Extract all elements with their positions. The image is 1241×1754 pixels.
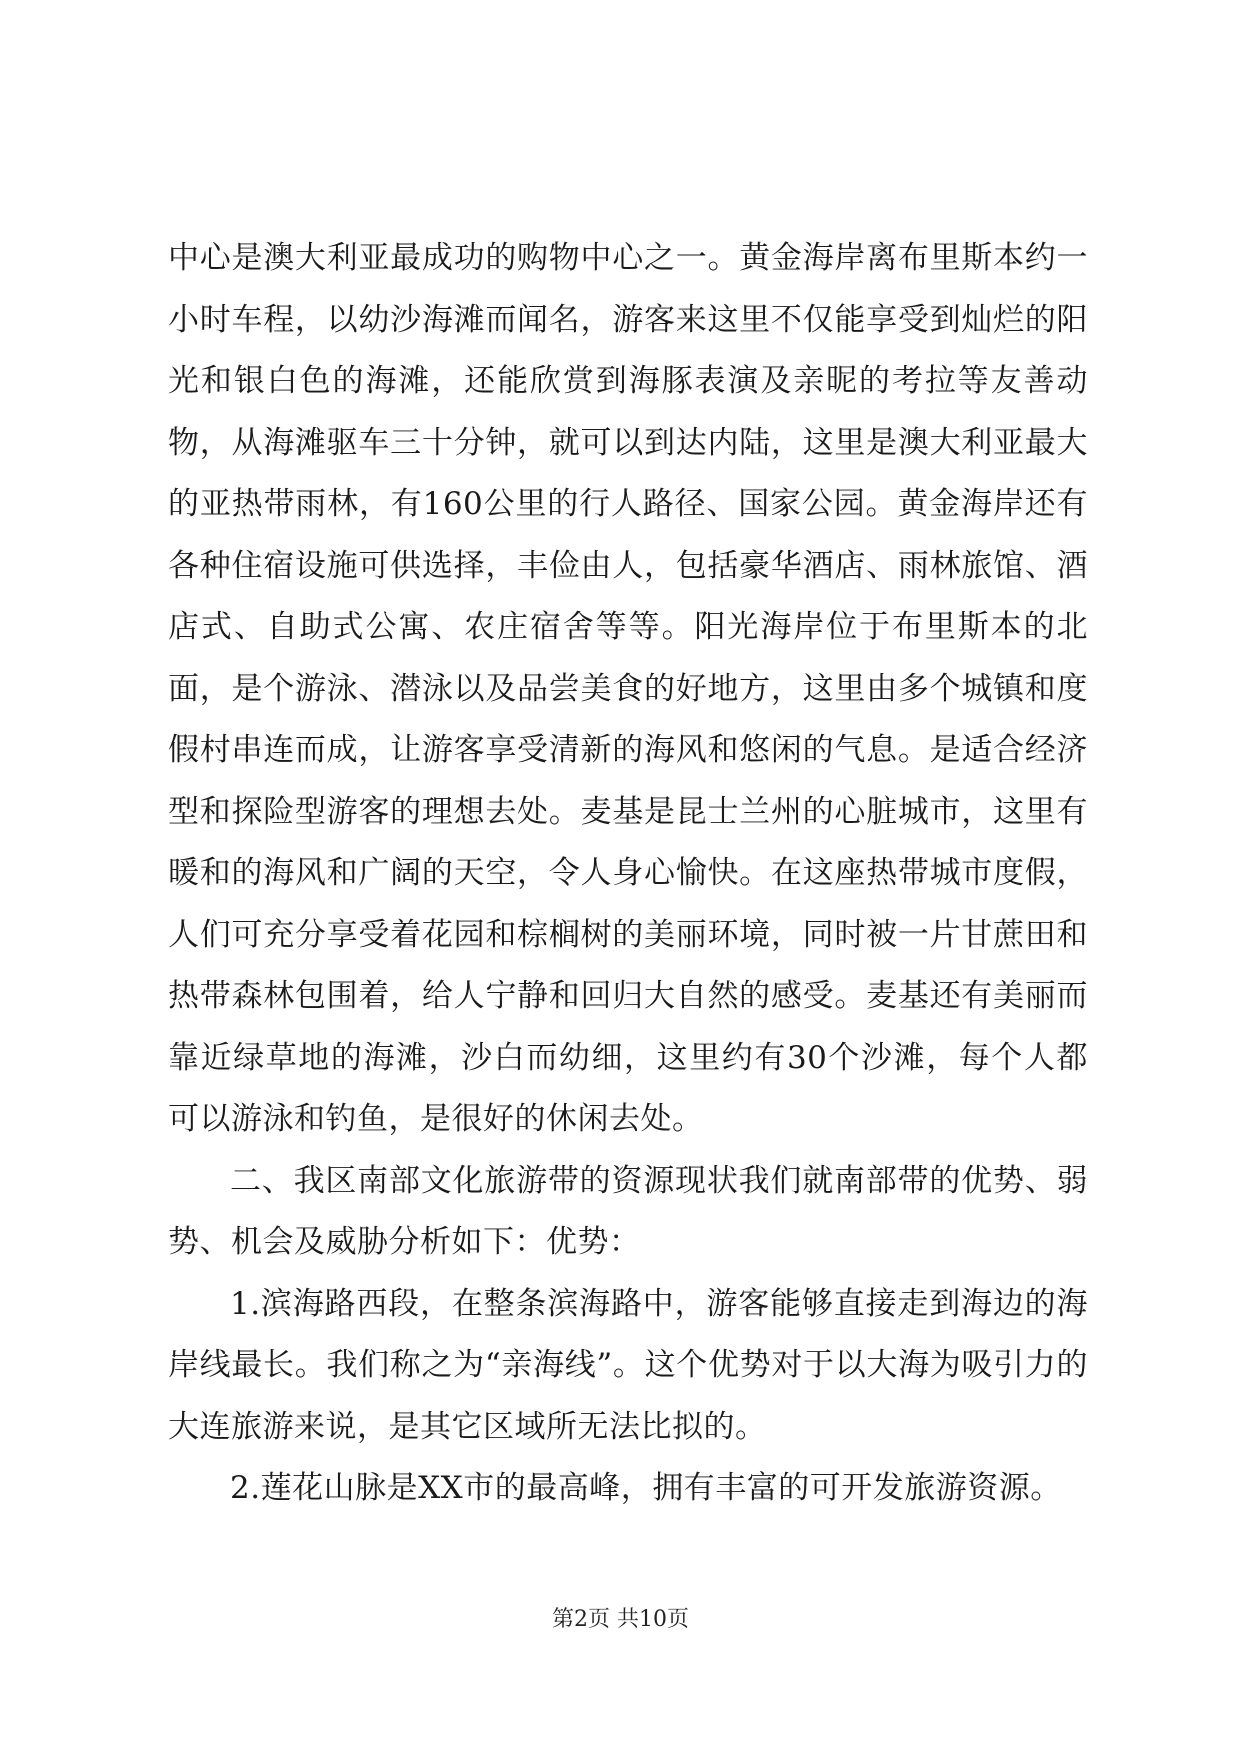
- paragraph-tourism-australia: 中心是澳大利亚最成功的购物中心之一。黄金海岸离布里斯本约一小时车程，以幼沙海滩而闻名，游客来这里不仅能享受到灿烂的阳光和银白色的海滩，还能欣赏到海豚表演及亲昵的考拉等友善动物，从海滩驱车三十分钟，就可以到达内陆，这里是澳大利亚最大的亚热带雨林，有160公里的行人路径、国家公园。黄金海岸还有各种住宿设施可供选择，丰俭由人，包括豪华酒店、雨林旅馆、酒店式、自助式公寓、农庄宿舍等等。阳光海岸位于布里斯本的北面，是个游泳、潜泳以及品尝美食的好地方，这里由多个城镇和度假村串连而成，让游客享受清新的海风和悠闲的气息。是适合经济型和探险型游客的理想去处。麦基是昆士兰州的心脏城市，这里有暖和的海风和广阔的天空，令人身心愉快。在这座热带城市度假，人们可充分享受着花园和棕榈树的美丽环境，同时被一片甘蔗田和热带森林包围着，给人宁静和回归大自然的感受。麦基还有美丽而靠近绿草地的海滩，沙白而幼细，这里约有30个沙滩，每个人都可以游泳和钓鱼，是很好的休闲去处。: [168, 240, 1088, 1137]
- page-number-footer: 第2页 共10页: [552, 1607, 689, 1632]
- paragraph-section-two-heading: 二、我区南部文化旅游带的资源现状我们就南部带的优势、弱势、机会及威胁分析如下：优势：: [168, 1162, 1088, 1260]
- paragraph-advantage-one: 1.滨海路西段，在整条滨海路中，游客能够直接走到海边的海岸线最长。我们称之为“亲海线”。这个优势对于以大海为吸引力的大连旅游来说，是其它区域所无法比拟的。: [168, 1285, 1088, 1445]
- document-body: [168, 228, 1088, 1520]
- paragraph-advantage-two: 2.莲花山脉是XX市的最高峰，拥有丰富的可开发旅游资源。: [230, 1470, 1062, 1506]
